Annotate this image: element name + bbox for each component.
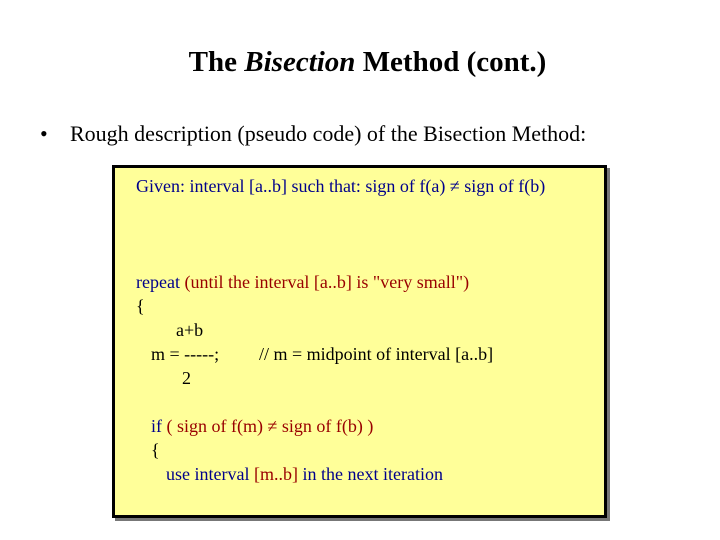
use-prefix: use interval	[166, 464, 250, 484]
title-suffix: Method (cont.)	[355, 46, 547, 78]
use-suffix: in the next iteration	[302, 464, 443, 484]
midpoint-assignment: m = -----;	[151, 344, 220, 364]
open-brace-outer: {	[136, 296, 145, 316]
repeat-keyword: repeat	[136, 272, 180, 292]
title-prefix: The	[188, 46, 245, 78]
use-interval-line	[166, 464, 443, 485]
if-condition: ( sign of f(m) ≠ sign of f(b) )	[166, 416, 374, 436]
bullet-icon: •	[40, 121, 48, 146]
slide-title	[0, 46, 720, 79]
given-line: Given: interval [a..b] such that: sign of f(a) ≠ sign of f(b)	[136, 176, 546, 196]
if-keyword: if	[151, 416, 162, 436]
fraction-denominator: 2	[182, 368, 191, 388]
if-line	[151, 416, 373, 437]
bullet-point	[40, 121, 586, 147]
midpoint-comment: // m = midpoint of interval [a..b]	[259, 344, 494, 364]
bullet-text: Rough description (pseudo code) of the Bisection Method:	[70, 121, 587, 146]
repeat-line	[136, 272, 469, 293]
title-emphasis: Bisection	[244, 46, 356, 78]
fraction-numerator: a+b	[176, 320, 204, 340]
repeat-condition: (until the interval [a..b] is "very small")	[184, 272, 470, 292]
open-brace-inner: {	[151, 440, 160, 460]
pseudocode-box	[112, 165, 607, 518]
use-interval: [m..b]	[253, 464, 298, 484]
